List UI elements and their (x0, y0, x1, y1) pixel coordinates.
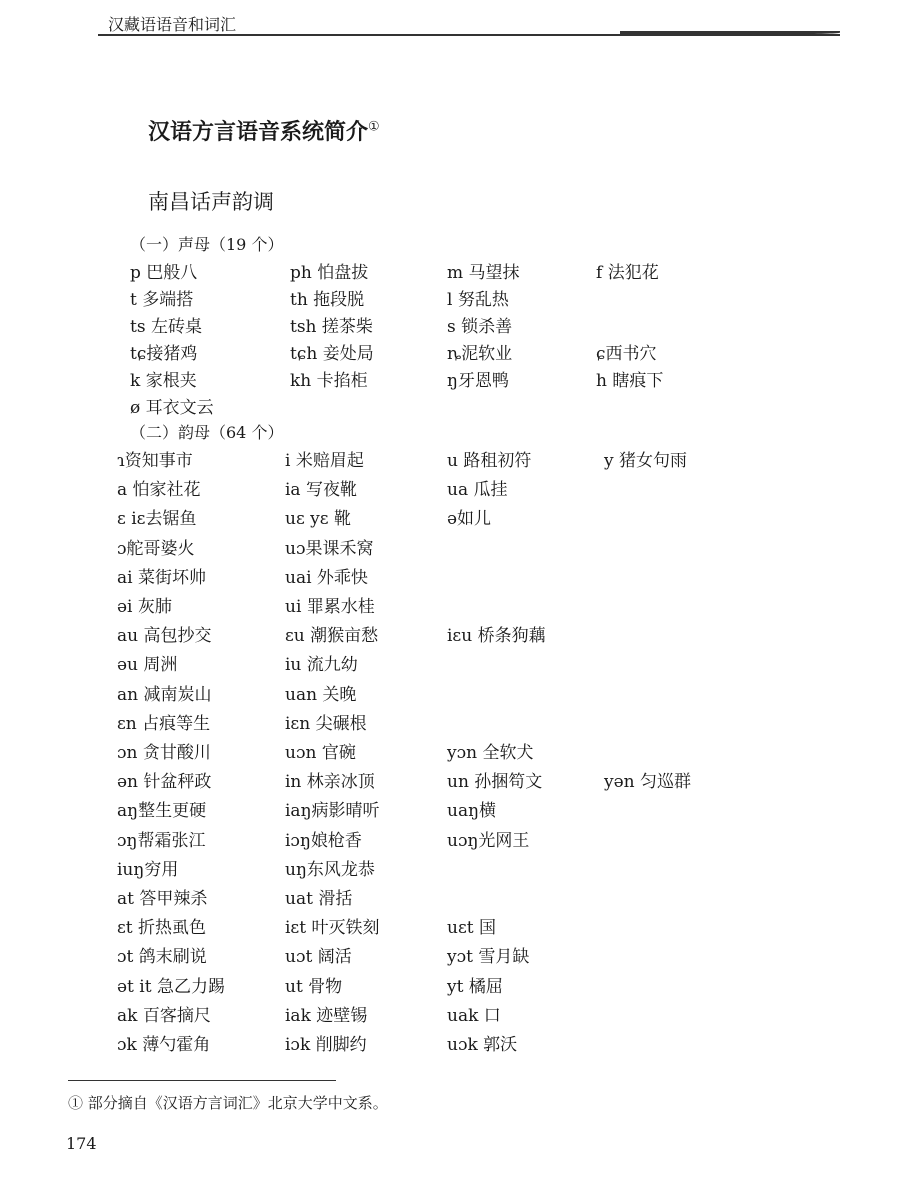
finals-heading: （二）韵母（64 个） (130, 423, 284, 442)
initials-cell: ŋ牙恩鸭 (447, 371, 509, 391)
finals-cell: iu 流九幼 (285, 655, 358, 676)
finals-cell: uɔ果课禾窝 (285, 538, 374, 559)
finals-cell: ən 针盆秤政 (117, 772, 212, 793)
finals-cell: uak 口 (447, 1005, 501, 1026)
page-number: 174 (66, 1134, 97, 1153)
finals-cell: uŋ东风龙恭 (285, 859, 375, 880)
finals-cell: ɔk 薄勺霍角 (117, 1035, 211, 1055)
initials-cell: f 法犯花 (596, 263, 659, 283)
finals-cell: uɔk 郭沃 (447, 1035, 518, 1055)
finals-cell: uaŋ横 (447, 801, 497, 822)
finals-cell: aŋ整生更硬 (117, 801, 207, 822)
finals-cell: əu 周洲 (117, 655, 178, 676)
header-rule (98, 34, 840, 36)
finals-cell: uɔn 官碗 (285, 743, 356, 763)
footnote: ① 部分摘自《汉语方言词汇》北京大学中文系。 (68, 1094, 388, 1112)
finals-cell: y 猪女句雨 (604, 451, 688, 471)
finals-cell: uɛ yɛ 靴 (285, 509, 351, 530)
initials-cell: kh 卡掐柜 (290, 371, 368, 391)
initials-cell: tɕh 妾处局 (290, 344, 374, 364)
initials-cell: ts 左砖桌 (130, 317, 202, 337)
finals-cell: ɛu 潮猴亩愁 (285, 626, 379, 647)
running-header (70, 6, 840, 36)
finals-cell: iɛt 叶灭铁刻 (285, 918, 380, 939)
finals-cell: uan 关晚 (285, 684, 357, 705)
finals-cell: a 怕家社花 (117, 480, 201, 501)
title-text: 汉语方言语音系统简介 (148, 120, 369, 145)
finals-cell: uat 滑括 (285, 889, 353, 909)
initials-cell: t 多端搭 (130, 290, 194, 310)
finals-cell: ɿ资知事市 (117, 451, 193, 471)
finals-cell: ai 菜街坏帅 (117, 567, 206, 588)
footnote-mark: ① (368, 119, 380, 135)
initials-cell: p 巴般八 (130, 263, 198, 283)
finals-cell: ɛn 占痕等生 (117, 713, 211, 734)
header-title: 汉藏语语音和词汇 (108, 15, 237, 34)
finals-cell: yt 橘屈 (447, 976, 503, 997)
finals-cell: iɔŋ娘枪香 (285, 830, 362, 851)
finals-cell: i 米赔眉起 (285, 451, 364, 471)
finals-cell: u 路租初符 (447, 451, 532, 471)
finals-cell: ɛ iɛ去锯鱼 (117, 509, 197, 530)
initials-cell: tɕ接猪鸡 (130, 344, 198, 364)
finals-cell: in 林亲冰顶 (285, 772, 375, 793)
finals-cell: at 答甲辣杀 (117, 889, 208, 909)
initials-cell: tsh 搓茶柴 (290, 317, 373, 337)
initials-cell: m 马望抹 (447, 263, 520, 283)
finals-cell: un 孙捆笱文 (447, 772, 543, 793)
finals-cell: uɔŋ光网王 (447, 830, 530, 851)
finals-cell: yɔn 全软犬 (447, 743, 534, 763)
finals-cell: ɛt 折热虱色 (117, 918, 207, 939)
finals-cell: uai 外乖快 (285, 567, 368, 588)
finals-cell: ɔn 贪甘酸川 (117, 743, 211, 763)
section-subtitle: 南昌话声韵调 (148, 190, 274, 214)
finals-cell: ak 百客摘尺 (117, 1005, 211, 1026)
finals-cell: uɔt 阔活 (285, 947, 352, 968)
finals-cell: iɔk 削脚约 (285, 1035, 367, 1055)
finals-cell: yən 匀巡群 (604, 772, 692, 793)
initials-cell: s 锁杀善 (447, 317, 513, 337)
finals-cell: ut 骨物 (285, 976, 343, 997)
finals-cell: ia 写夜靴 (285, 480, 357, 501)
finals-cell: ɔ舵哥婆火 (117, 538, 195, 559)
initials-heading: （一）声母（19 个） (130, 235, 284, 254)
page-title (148, 115, 380, 146)
footnote-rule (68, 1080, 336, 1081)
finals-cell: iɛu 桥条狗藕 (447, 626, 546, 647)
finals-cell: iɛn 尖碾根 (285, 713, 367, 734)
initials-cell: l 努乱热 (447, 290, 509, 310)
finals-cell: au 高包抄交 (117, 626, 212, 647)
finals-cell: ɔt 鸽末刷说 (117, 947, 207, 968)
initials-cell: ø 耳衣文云 (130, 398, 214, 418)
finals-cell: ɔŋ帮霜张江 (117, 830, 206, 851)
finals-cell: ua 瓜挂 (447, 480, 508, 501)
initials-cell: ɕ西书穴 (596, 344, 657, 364)
finals-cell: iuŋ穷用 (117, 859, 179, 880)
finals-cell: an 减南炭山 (117, 684, 212, 705)
finals-cell: iaŋ病影晴听 (285, 801, 380, 822)
finals-cell: uɛt 国 (447, 918, 496, 939)
initials-cell: h 瞎痕下 (596, 371, 664, 391)
finals-cell: yɔt 雪月缺 (447, 947, 530, 968)
initials-cell: k 家根夹 (130, 371, 197, 391)
finals-cell: əi 灰肺 (117, 597, 172, 617)
initials-cell: ph 怕盘拔 (290, 263, 369, 283)
finals-cell: iak 迹壁锡 (285, 1005, 368, 1026)
finals-cell: ui 罪累水桂 (285, 597, 375, 617)
initials-cell: ȵ泥软业 (447, 344, 513, 364)
finals-cell: ə如儿 (447, 509, 492, 530)
finals-cell: ət it 急乙力踢 (117, 976, 225, 997)
initials-cell: th 拖段脱 (290, 290, 365, 310)
